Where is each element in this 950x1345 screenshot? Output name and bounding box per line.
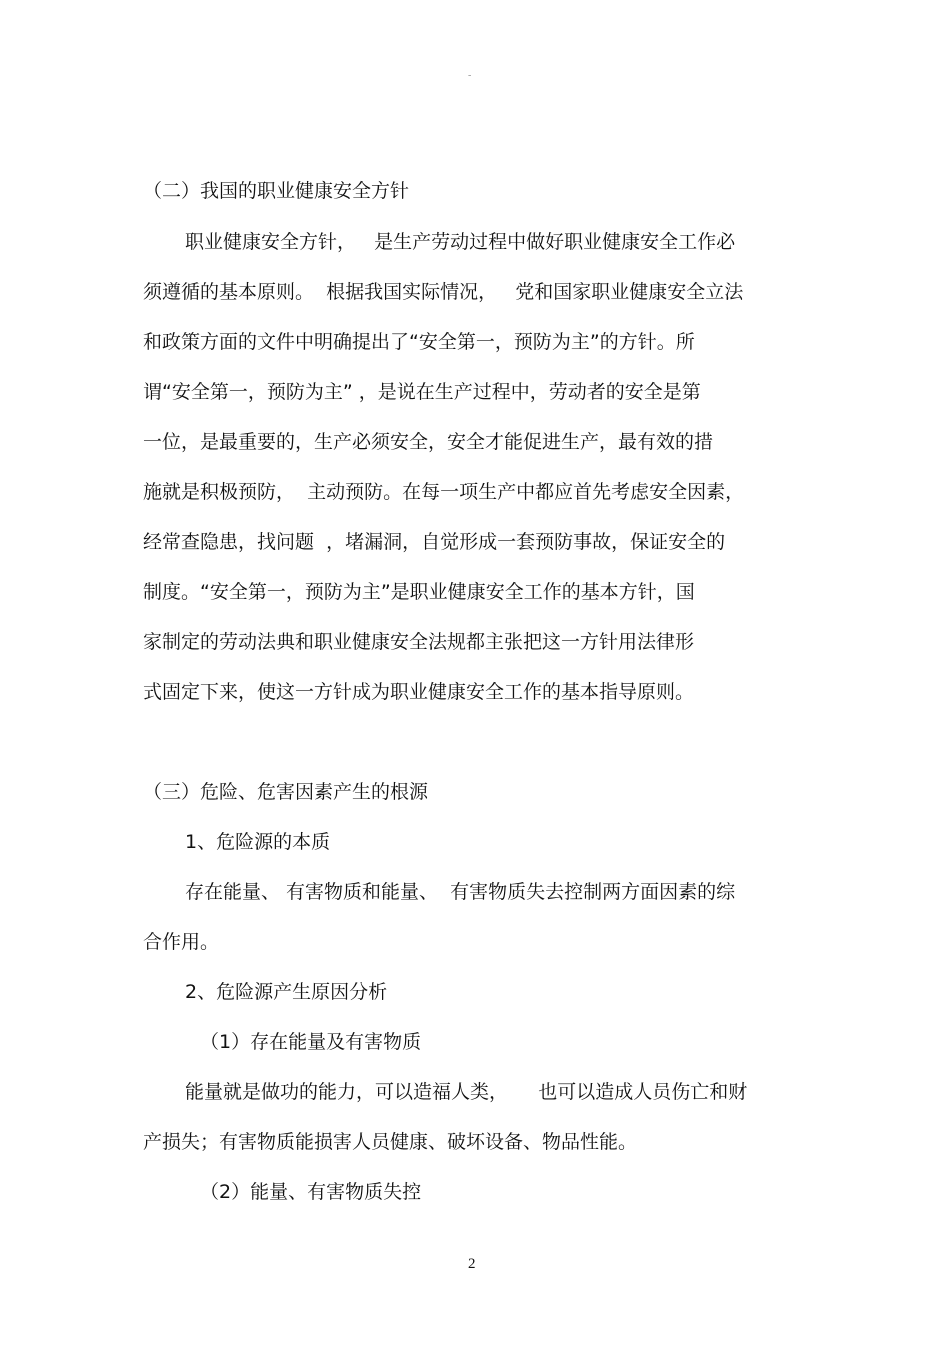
paragraph-line: 谓“安全第一，预防为主” ，是说在生产过程中，劳动者的安全是第 — [143, 381, 701, 403]
paragraph-line: 合作用。 — [143, 931, 220, 953]
page-number: 2 — [468, 1256, 476, 1272]
header-mark: - — [468, 70, 472, 81]
paragraph-line: 式固定下来，使这一方针成为职业健康安全工作的基本指导原则。 — [143, 681, 695, 703]
item-title-1: （1）存在能量及有害物质 — [200, 1031, 422, 1053]
paragraph-line: 经常查隐患，找问题 ，堵漏洞，自觉形成一套预防事故，保证安全的 — [143, 531, 726, 553]
subsection-title-2: 2、危险源产生原因分析 — [185, 981, 388, 1003]
paragraph-line: 制度。“安全第一，预防为主”是职业健康安全工作的基本方针，国 — [143, 581, 695, 603]
subsection-title-1: 1、危险源的本质 — [185, 831, 331, 853]
paragraph-line: 能量就是做功的能力，可以造福人类， 也可以造成人员伤亡和财 — [185, 1081, 748, 1103]
item-title-2: （2）能量、有害物质失控 — [200, 1181, 422, 1203]
paragraph-line: 存在能量、 有害物质和能量、 有害物质失去控制两方面因素的综 — [185, 881, 736, 903]
paragraph-line: 职业健康安全方针， 是生产劳动过程中做好职业健康安全工作必 — [185, 231, 736, 253]
paragraph-line: 产损失；有害物质能损害人员健康、破坏设备、物品性能。 — [143, 1131, 638, 1153]
paragraph-line: 一位，是最重要的，生产必须安全，安全才能促进生产，最有效的措 — [143, 431, 714, 453]
paragraph-line: 家制定的劳动法典和职业健康安全法规都主张把这一方针用法律形 — [143, 631, 695, 653]
paragraph-line: 和政策方面的文件中明确提出了“安全第一，预防为主”的方针。所 — [143, 331, 695, 353]
section-heading-3: （三）危险、危害因素产生的根源 — [143, 781, 429, 803]
paragraph-line: 须遵循的基本原则。 根据我国实际情况， 党和国家职业健康安全立法 — [143, 281, 744, 303]
paragraph-line: 施就是积极预防， 主动预防。在每一项生产中都应首先考虑安全因素， — [143, 481, 745, 503]
section-heading-2: （二）我国的职业健康安全方针 — [143, 180, 410, 202]
